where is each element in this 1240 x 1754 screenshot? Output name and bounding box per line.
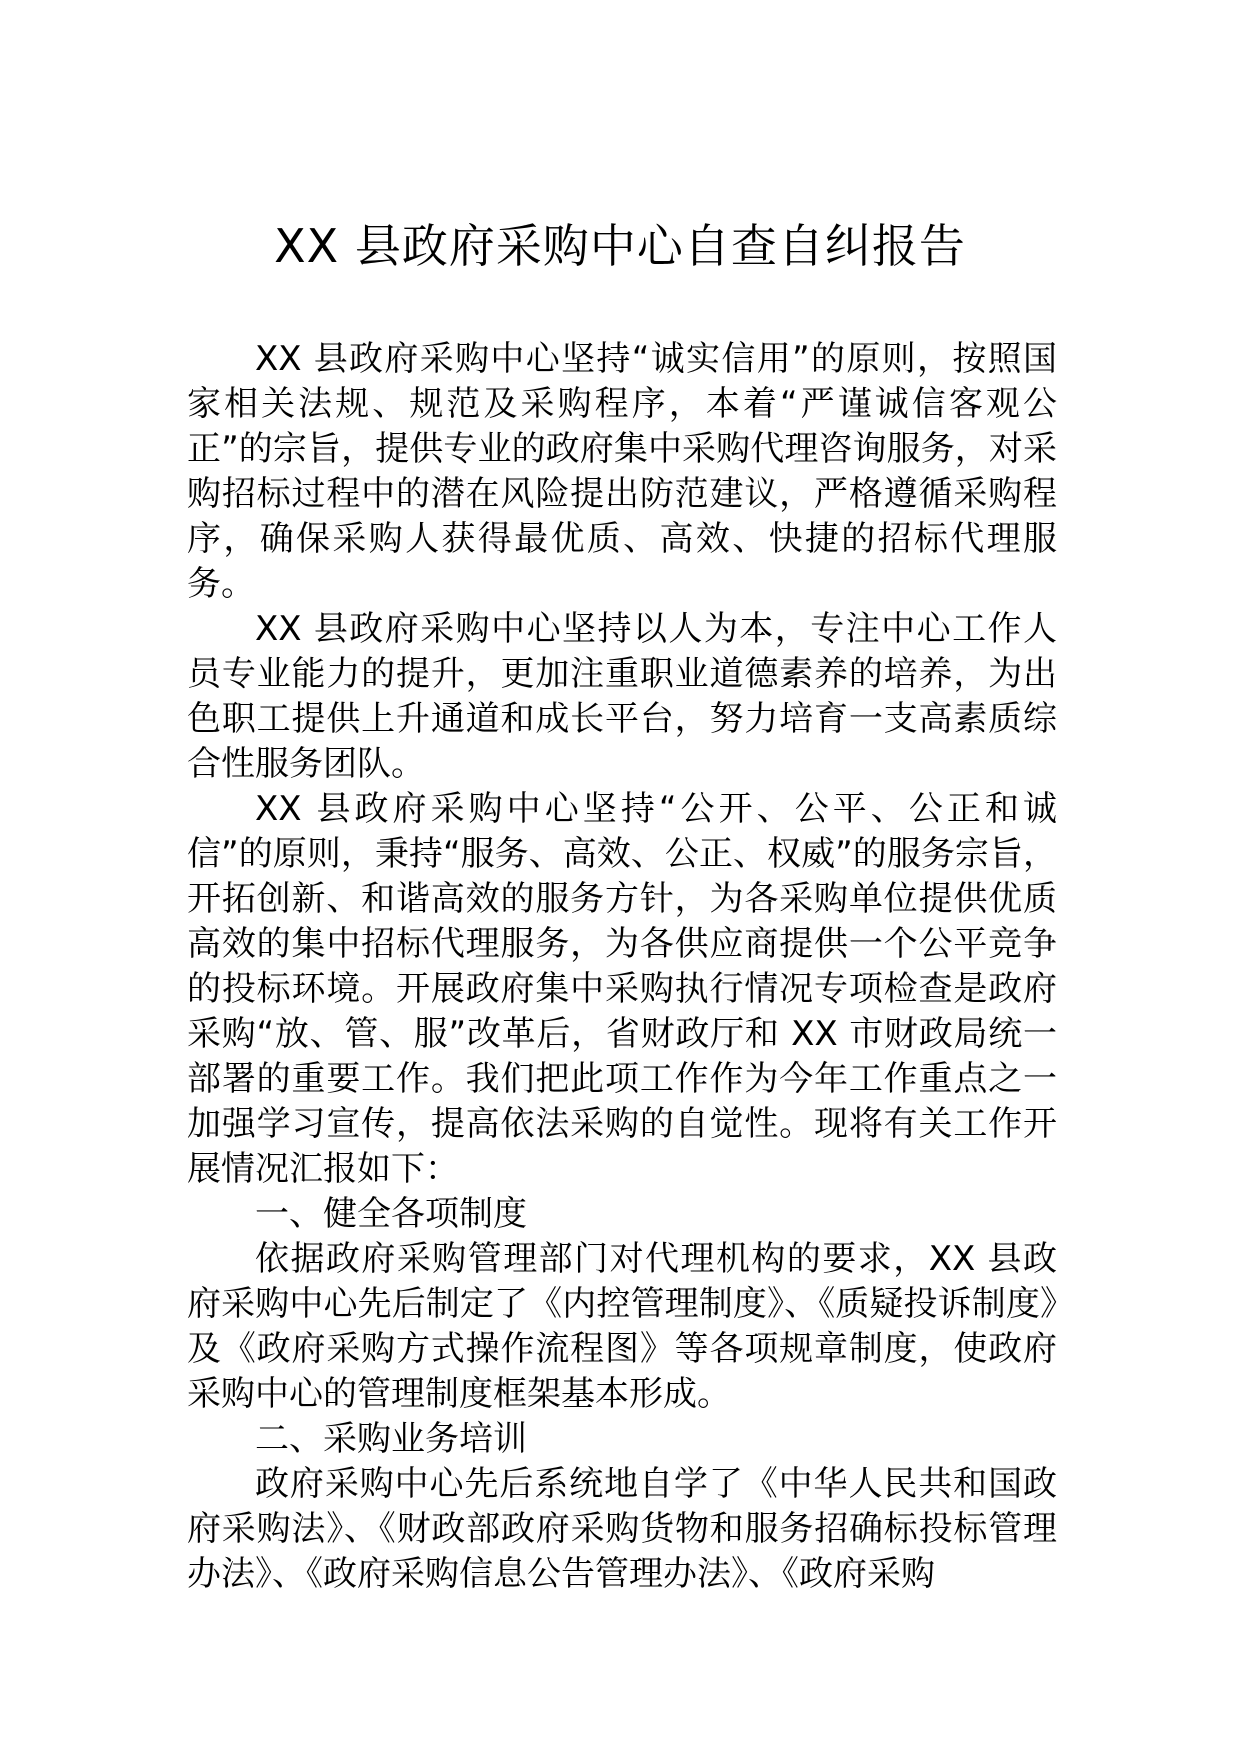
paragraph-principles: XX 县政府采购中心坚持“诚实信用”的原则，按照国家相关法规、规范及采购程序，本着“严谨诚信客观公正”的宗旨，提供专业的政府集中采购代理咨询服务，对采购招标过程中的潜在风险提出防范建议，严格遵循采购程序，确保采购人获得最优质、高效、快捷的招标代理服务。: [187, 339, 1057, 604]
document-body: [187, 337, 1057, 1597]
paragraph-people: XX 县政府采购中心坚持以人为本，专注中心工作人员专业能力的提升，更加注重职业道德素养的培养，为出色职工提供上升通道和成长平台，努力培育一支高素质综合性服务团队。: [187, 609, 1057, 784]
section-heading-1: 一、健全各项制度: [255, 1194, 527, 1234]
paragraph-training: 政府采购中心先后系统地自学了《中华人民共和国政府采购法》、《财政部政府采购货物和服务招确标投标管理办法》、《政府采购信息公告管理办法》、《政府采购: [187, 1464, 1057, 1594]
paragraph-rules: 依据政府采购管理部门对代理机构的要求，XX 县政府采购中心先后制定了《内控管理制度》、《质疑投诉制度》及《政府采购方式操作流程图》等各项规章制度，使政府采购中心的管理制度框架基本形成。: [187, 1239, 1057, 1414]
paragraph-fairness: XX 县政府采购中心坚持“公开、公平、公正和诚信”的原则，秉持“服务、高效、公正、权威”的服务宗旨，开拓创新、和谐高效的服务方针，为各采购单位提供优质高效的集中招标代理服务，为各供应商提供一个公平竞争的投标环境。开展政府集中采购执行情况专项检查是政府采购“放、管、服”改革后，省财政厅和 XX 市财政局统一部署的重要工作。我们把此项工作作为今年工作重点之一加强学习宣传，提高依法采购的自觉性。现将有关工作开展情况汇报如下：: [187, 789, 1057, 1189]
document-title: XX 县政府采购中心自查自纠报告: [274, 219, 966, 273]
section-heading-2: 二、采购业务培训: [255, 1419, 527, 1459]
